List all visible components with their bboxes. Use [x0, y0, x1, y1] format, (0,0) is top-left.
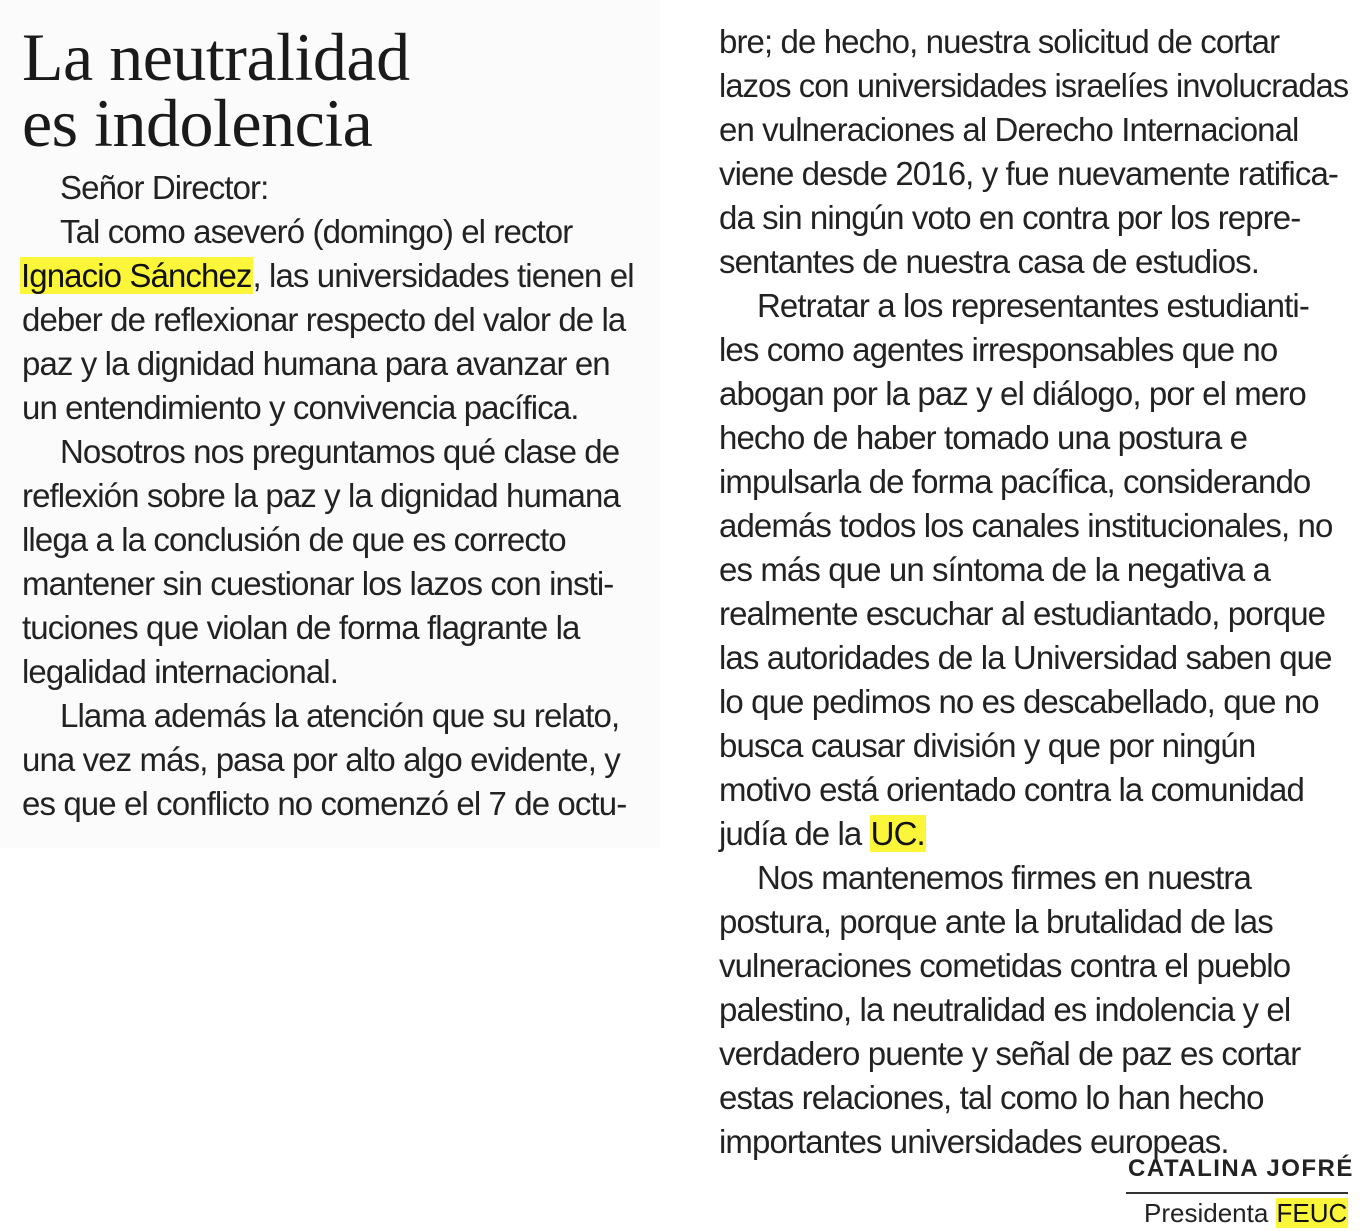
body-line: Llama además la atención que su relato, — [60, 697, 620, 734]
body-line: postura, porque ante la brutalidad de las — [719, 903, 1273, 940]
body-line: Retratar a los representantes estudianti- — [757, 287, 1309, 324]
body-line: lo que pedimos no es descabellado, que no — [719, 683, 1319, 720]
body-line: es más que un síntoma de la negativa a — [719, 551, 1271, 588]
body-line: en vulneraciones al Derecho Internacional — [719, 111, 1299, 148]
body-line: además todos los canales institucionales, no — [719, 507, 1333, 544]
body-line: paz y la dignidad humana para avanzar en — [22, 345, 610, 382]
body-line: motivo está orientado contra la comunidad — [719, 771, 1304, 808]
body-line: vulneraciones cometidas contra el pueblo — [719, 947, 1291, 984]
body-line: Nos mantenemos firmes en nuestra — [757, 859, 1251, 896]
highlighted-uc: UC. — [870, 815, 925, 852]
body-line: sentantes de nuestra casa de estudios. — [719, 243, 1260, 280]
body-line: mantener sin cuestionar los lazos con insti- — [22, 565, 614, 602]
signature-rule — [1126, 1192, 1348, 1194]
body-line: verdadero puente y señal de paz es cortar — [719, 1035, 1301, 1072]
body-line: Tal como aseveró (domingo) el rector — [60, 213, 573, 250]
body-line: un entendimiento y convivencia pacífica. — [22, 389, 579, 426]
body-line: palestino, la neutralidad es indolencia y el — [719, 991, 1291, 1028]
headline-line-2: es indolencia — [22, 85, 373, 161]
headline — [22, 19, 410, 161]
body-line: busca causar división y que por ningún — [719, 727, 1256, 764]
body-line: reflexión sobre la paz y la dignidad humana — [22, 477, 620, 514]
body-line: les como agentes irresponsables que no — [719, 331, 1278, 368]
body-line: viene desde 2016, y fue nuevamente ratifica- — [719, 155, 1338, 192]
body-line: hecho de haber tomado una postura e — [719, 419, 1248, 456]
signature-name: CATALINA JOFRÉ — [1128, 1155, 1354, 1182]
body-line: bre; de hecho, nuestra solicitud de cortar — [719, 23, 1280, 60]
body-line: tuciones que violan de forma flagrante la — [22, 609, 580, 646]
body-line: una vez más, pasa por alto algo evidente, y — [22, 741, 620, 778]
body-line: es que el conflicto no comenzó el 7 de octu- — [22, 785, 627, 822]
highlighted-org: FEUC — [1276, 1198, 1348, 1228]
signature-role — [1144, 1198, 1348, 1229]
highlighted-name: Ignacio Sánchez — [21, 257, 252, 294]
body-line: las autoridades de la Universidad saben que — [719, 639, 1332, 676]
body-line-text: , las universidades tienen el — [252, 257, 634, 294]
body-line — [20, 256, 634, 296]
headline-line-1: La neutralidad — [22, 19, 410, 95]
body-line: Nosotros nos preguntamos qué clase de — [60, 433, 620, 470]
salutation: Señor Director: — [60, 169, 269, 206]
body-line — [719, 814, 926, 854]
body-line: abogan por la paz y el diálogo, por el mero — [719, 375, 1306, 412]
body-line: legalidad internacional. — [22, 653, 338, 690]
body-line: estas relaciones, tal como lo han hecho — [719, 1079, 1264, 1116]
body-line: impulsarla de forma pacífica, considerando — [719, 463, 1311, 500]
body-line-text: judía de la — [719, 815, 870, 852]
body-line: realmente escuchar al estudiantado, porque — [719, 595, 1326, 632]
body-line: lazos con universidades israelíes involucradas — [719, 67, 1349, 104]
body-line: importantes universidades europeas. — [719, 1123, 1229, 1160]
body-line: llega a la conclusión de que es correcto — [22, 521, 566, 558]
signature-role-text: Presidenta — [1144, 1198, 1276, 1228]
body-line: da sin ningún voto en contra por los repre- — [719, 199, 1301, 236]
body-line: deber de reflexionar respecto del valor de la — [22, 301, 626, 338]
